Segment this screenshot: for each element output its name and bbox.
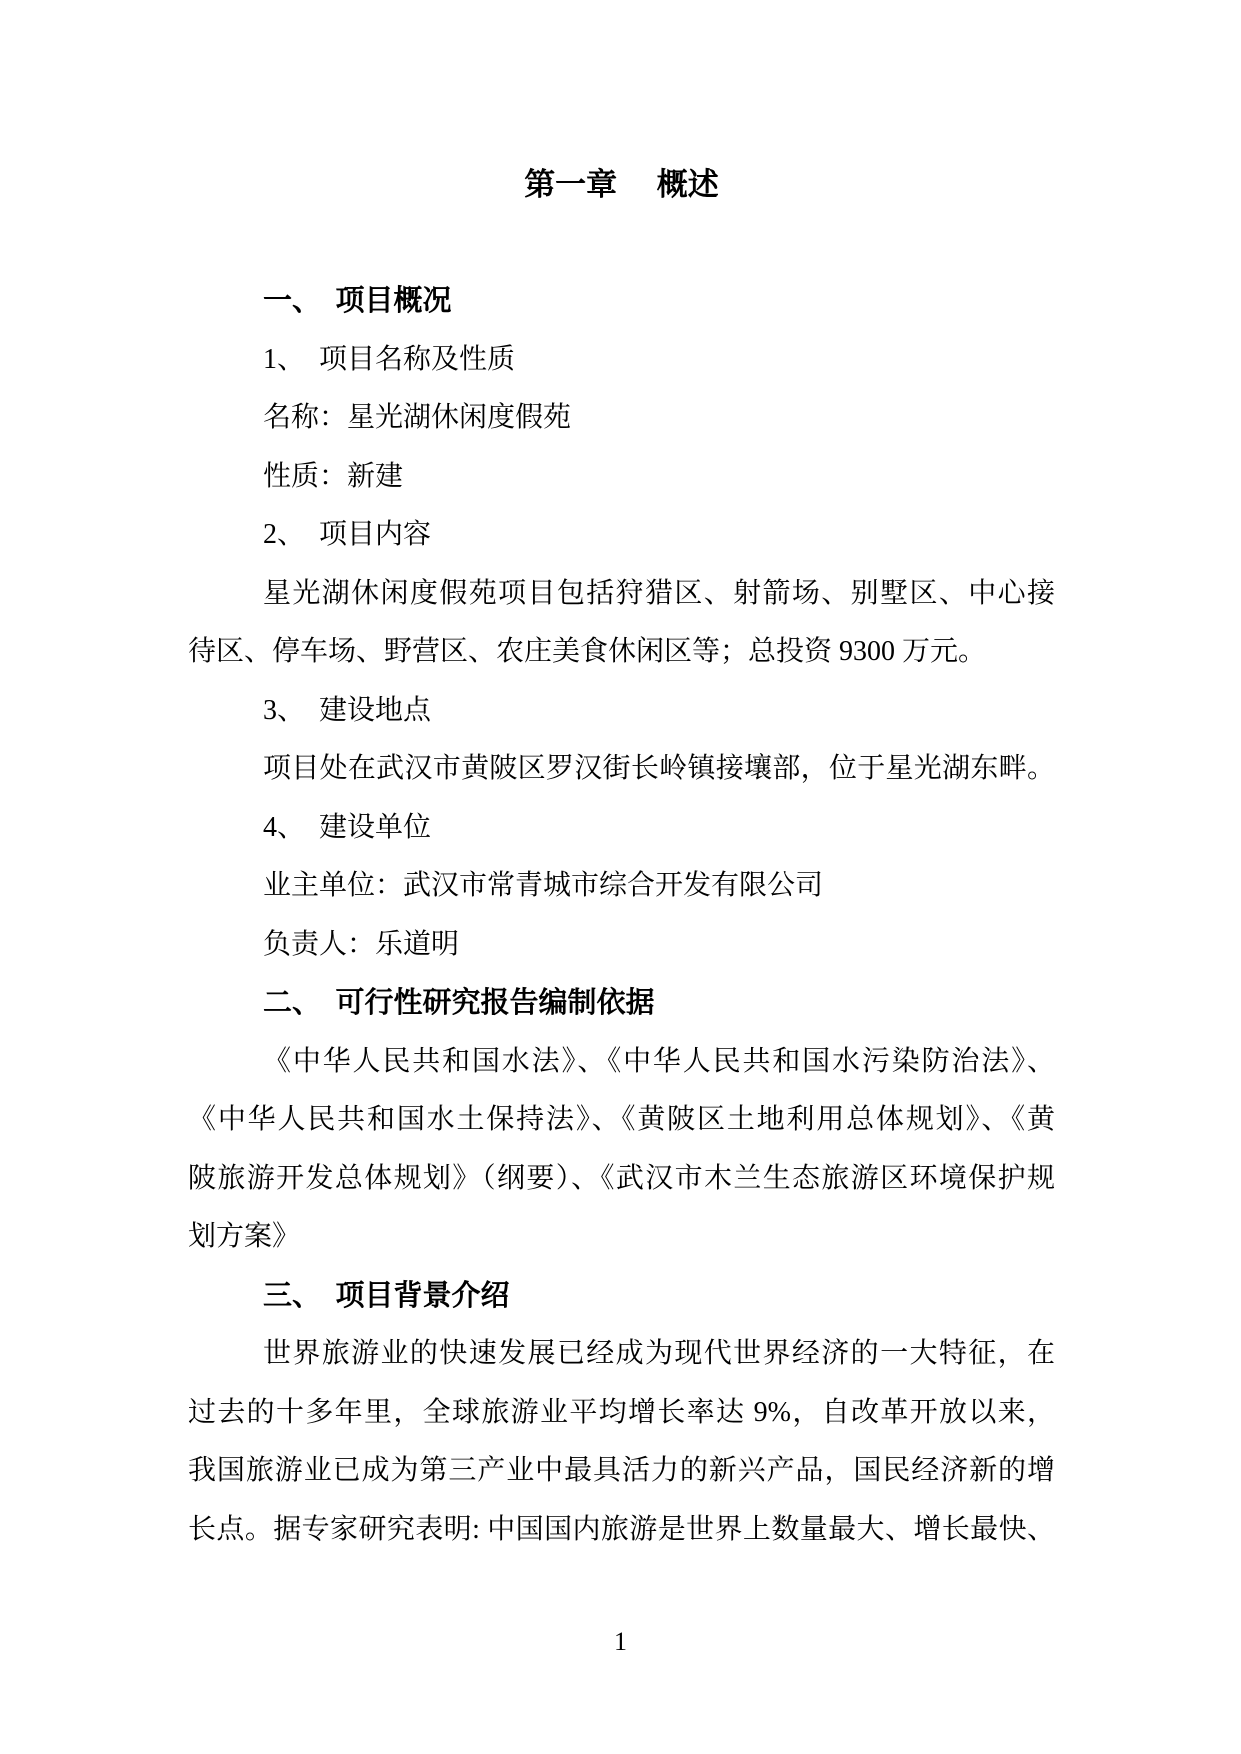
body-line: 4、 建设单位 bbox=[263, 811, 432, 843]
section-heading: 一、 项目概况 bbox=[263, 285, 452, 317]
body-line: 星光湖休闲度假苑项目包括狩猎区、射箭场、别墅区、中心接 bbox=[263, 577, 1055, 609]
body-line: 过去的十多年里，全球旅游业平均增长率达 9%，自改革开放以来， bbox=[188, 1396, 1055, 1428]
body-line: 业主单位：武汉市常青城市综合开发有限公司 bbox=[263, 870, 824, 901]
section-heading: 二、 可行性研究报告编制依据 bbox=[263, 987, 655, 1019]
body-line: 待区、停车场、野营区、农庄美食休闲区等；总投资 9300 万元。 bbox=[188, 636, 987, 667]
document-body bbox=[188, 272, 1055, 1559]
body-line: 《中华人民共和国水法》、《中华人民共和国水污染防治法》、 bbox=[263, 1045, 1055, 1077]
body-line: 《中华人民共和国水土保持法》、《黄陂区土地利用总体规划》、《黄 bbox=[188, 1104, 1055, 1135]
page-number-footer: 1 bbox=[614, 1627, 627, 1656]
body-line: 世界旅游业的快速发展已经成为现代世界经济的一大特征，在 bbox=[263, 1338, 1055, 1369]
body-line: 1、 项目名称及性质 bbox=[263, 343, 516, 375]
body-line: 名称：星光湖休闲度假苑 bbox=[263, 402, 572, 433]
body-line: 性质：新建 bbox=[263, 460, 404, 492]
body-line: 负责人：乐道明 bbox=[263, 928, 460, 960]
body-line: 划方案》 bbox=[188, 1221, 301, 1252]
body-line: 项目处在武汉市黄陂区罗汉街长岭镇接壤部，位于星光湖东畔。 bbox=[263, 753, 1055, 784]
body-line: 陂旅游开发总体规划》（纲要）、《武汉市木兰生态旅游区环境保护规 bbox=[188, 1162, 1055, 1194]
chapter-title: 第一章 概述 bbox=[524, 167, 719, 202]
body-line: 长点。据专家研究表明: 中国国内旅游是世界上数量最大、增长最快、 bbox=[188, 1513, 1055, 1545]
body-line: 我国旅游业已成为第三产业中最具活力的新兴产品，国民经济新的增 bbox=[188, 1455, 1055, 1486]
section-heading: 三、 项目背景介绍 bbox=[263, 1279, 510, 1312]
body-line: 3、 建设地点 bbox=[263, 694, 432, 726]
body-line: 2、 项目内容 bbox=[263, 519, 432, 550]
